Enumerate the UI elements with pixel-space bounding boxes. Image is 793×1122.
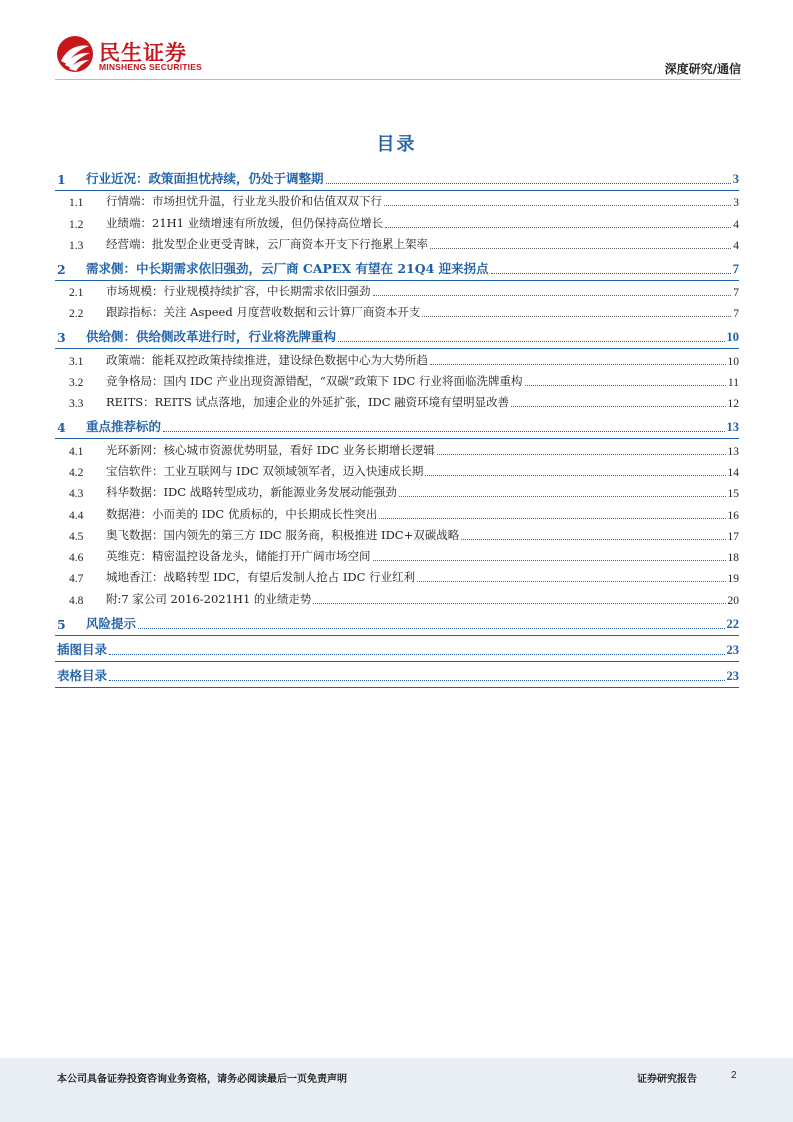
toc-dot-leader [525,385,726,386]
toc-dot-leader [511,406,725,407]
toc-dot-leader [430,364,726,365]
toc-dot-leader [379,518,725,519]
toc-dot-leader [109,680,724,681]
logo-chinese-name: 民生证券 [99,41,187,65]
toc-entry-title: 光环新网：核心城市资源优势明显，看好 IDC 业务长期增长逻辑 [106,442,435,457]
footer-disclaimer: 本公司具备证券投资咨询业务资格，请务必阅读最后一页免责声明 [57,1074,347,1085]
page-header [0,0,793,80]
toc-entry-number: 4 [57,420,66,436]
toc-subentry[interactable] [55,546,739,567]
toc-dot-leader [313,603,725,604]
toc-title: 目录 [376,134,417,155]
toc-entry-number: 3 [57,330,66,346]
toc-entry-page: 16 [727,509,739,522]
table-of-contents [55,170,739,688]
toc-subentry[interactable] [55,588,739,609]
toc-entry-page: 4 [733,218,739,231]
toc-entry-number: 4.5 [69,530,84,543]
toc-entry-title: 行情端：市场担忧升温，行业龙头股价和估值双双下行 [106,194,382,209]
toc-subentry[interactable] [55,371,739,392]
toc-subentry[interactable] [55,439,739,460]
toc-entry-title: 需求侧：中长期需求依旧强劲，云厂商 CAPEX 有望在 21Q4 迎来拐点 [86,260,489,276]
toc-entry-number: 4.6 [69,552,84,565]
toc-dot-leader [430,248,731,249]
toc-dot-leader [417,581,725,582]
footer-report-type: 证券研究报告 [637,1074,697,1085]
toc-entry-page: 14 [727,466,739,479]
page-footer [0,1058,793,1122]
toc-entry-page: 4 [733,239,739,252]
toc-entry-number: 2 [57,261,66,277]
toc-entry-page: 12 [727,398,739,411]
toc-dot-leader [326,183,731,184]
toc-dot-leader [491,273,731,274]
toc-dot-leader [422,316,731,317]
toc-entry-title: 跟踪指标：关注 Aspeed 月度营收数据和云计算厂商资本开支 [106,305,421,320]
toc-entry-number: 4.7 [69,573,84,586]
toc-entry-title: 科华数据：IDC 战略转型成功，新能源业务发展动能强劲 [106,485,397,500]
toc-entry-number: 1.1 [69,197,84,210]
toc-subentry[interactable] [55,482,739,503]
toc-entry-title: 竞争格局：国内 IDC 产业出现资源错配，“双碳”政策下 IDC 行业将面临洗牌重构 [106,374,523,389]
company-logo [55,34,215,74]
toc-entry-title: 行业近况：政策面担忧持续，仍处于调整期 [86,171,324,186]
toc-entry-title: 宝信软件：工业互联网与 IDC 双领域领军者，迈入快速成长期 [106,463,424,478]
toc-entry-title: 城地香江：战略转型 IDC，有望后发制人抢占 IDC 行业红利 [106,570,416,585]
toc-entry-number: 3.2 [69,377,84,390]
toc-dot-leader [385,227,731,228]
toc-entry-number: 1 [57,172,66,187]
toc-entry-title: 市场规模：行业规模持续扩容，中长期需求依旧强劲 [106,284,371,299]
footer-page-number: 2 [731,1070,737,1081]
toc-entry-page: 3 [732,172,739,186]
toc-entry-page: 15 [727,488,739,501]
toc-entry-title: 表格目录 [57,667,108,683]
toc-dot-leader [437,454,726,455]
toc-entry-title: 经营端：批发型企业更受青睐，云厂商资本开支下行拖累上架率 [106,236,428,251]
toc-entry-number: 4.3 [69,488,84,501]
toc-subentry[interactable] [55,212,739,233]
logo-english-name: MINSHENG SECURITIES [99,62,202,72]
toc-subentry[interactable] [55,525,739,546]
toc-subentry[interactable] [55,567,739,588]
toc-entry-number: 2.1 [69,287,84,300]
toc-entry-number: 4.8 [69,594,84,607]
toc-entry-title: 数据港：小而美的 IDC 优质标的，中长期成长性突出 [106,506,378,521]
toc-entry-page: 22 [726,616,739,631]
toc-entry-page: 11 [727,377,739,390]
toc-entry-page: 13 [727,445,739,458]
toc-subentry[interactable] [55,461,739,482]
toc-entry[interactable] [55,615,739,636]
header-divider [55,79,741,80]
toc-entry[interactable] [55,170,739,191]
toc-entry-page: 7 [733,287,739,300]
toc-entry-title: 供给侧：供给侧改革进行时，行业将洗牌重构 [86,329,337,345]
toc-entry-number: 1.3 [69,239,84,252]
toc-entry-number: 4.4 [69,509,84,522]
toc-entry-page: 3 [733,197,739,210]
toc-entry[interactable] [55,418,739,439]
toc-entry-number: 2.2 [69,308,84,321]
toc-dot-leader [373,295,732,296]
toc-entry-page: 7 [733,308,739,321]
toc-entry-title: 英维克：精密温控设备龙头，储能打开广阔市场空间 [106,549,371,564]
toc-entry-title: 重点推荐标的 [86,419,162,435]
toc-entry[interactable] [55,328,739,349]
toc-entry-page: 18 [727,552,739,565]
toc-entry[interactable] [55,260,739,281]
toc-entry-title: 插图目录 [57,641,108,657]
toc-subentry[interactable] [55,349,739,370]
toc-entry-page: 7 [732,261,739,276]
toc-subentry[interactable] [55,503,739,524]
toc-entry-title: 风险提示 [86,615,137,631]
toc-entry-page: 20 [727,594,739,607]
toc-dot-leader [109,654,724,655]
toc-entry-page: 10 [727,355,739,368]
toc-entry-number: 5 [57,616,66,632]
toc-entry[interactable] [55,667,739,688]
toc-entry-number: 3.3 [69,398,84,411]
toc-dot-leader [461,539,725,540]
toc-dot-leader [384,205,731,206]
toc-entry-title: 政策端：能耗双控政策持续推进，建设绿色数据中心为大势所趋 [106,352,428,367]
toc-entry-page: 23 [726,642,739,657]
toc-entry-number: 4.1 [69,445,84,458]
toc-dot-leader [338,341,724,342]
minsheng-logo-icon [55,34,95,74]
toc-entry[interactable] [55,641,739,662]
toc-dot-leader [399,496,726,497]
toc-subentry[interactable] [55,302,739,323]
toc-dot-leader [163,431,724,432]
toc-subentry[interactable] [55,191,739,212]
toc-entry-number: 3.1 [69,355,84,368]
toc-entry-page: 19 [727,573,739,586]
toc-entry-page: 17 [727,530,739,543]
toc-entry-title: 附:7 家公司 2016-2021H1 的业绩走势 [106,591,312,606]
toc-entry-page: 23 [726,668,739,683]
toc-subentry[interactable] [55,392,739,413]
toc-entry-page: 10 [726,330,739,345]
toc-entry-page: 13 [726,420,739,435]
toc-entry-title: 奥飞数据：国内领先的第三方 IDC 服务商，积极推进 IDC+双碳战略 [106,527,460,542]
toc-dot-leader [425,475,725,476]
toc-entry-title: 业绩端：21H1 业绩增速有所放缓，但仍保持高位增长 [106,215,384,230]
toc-entry-number: 4.2 [69,466,84,479]
toc-dot-leader [138,628,724,629]
report-category: 深度研究/通信 [664,62,741,76]
toc-dot-leader [373,560,726,561]
toc-subentry[interactable] [55,281,739,302]
toc-entry-number: 1.2 [69,218,84,231]
toc-subentry[interactable] [55,234,739,255]
toc-entry-title: REITS：REITS 试点落地，加速企业的外延扩张，IDC 融资环境有望明显改善 [106,395,510,410]
